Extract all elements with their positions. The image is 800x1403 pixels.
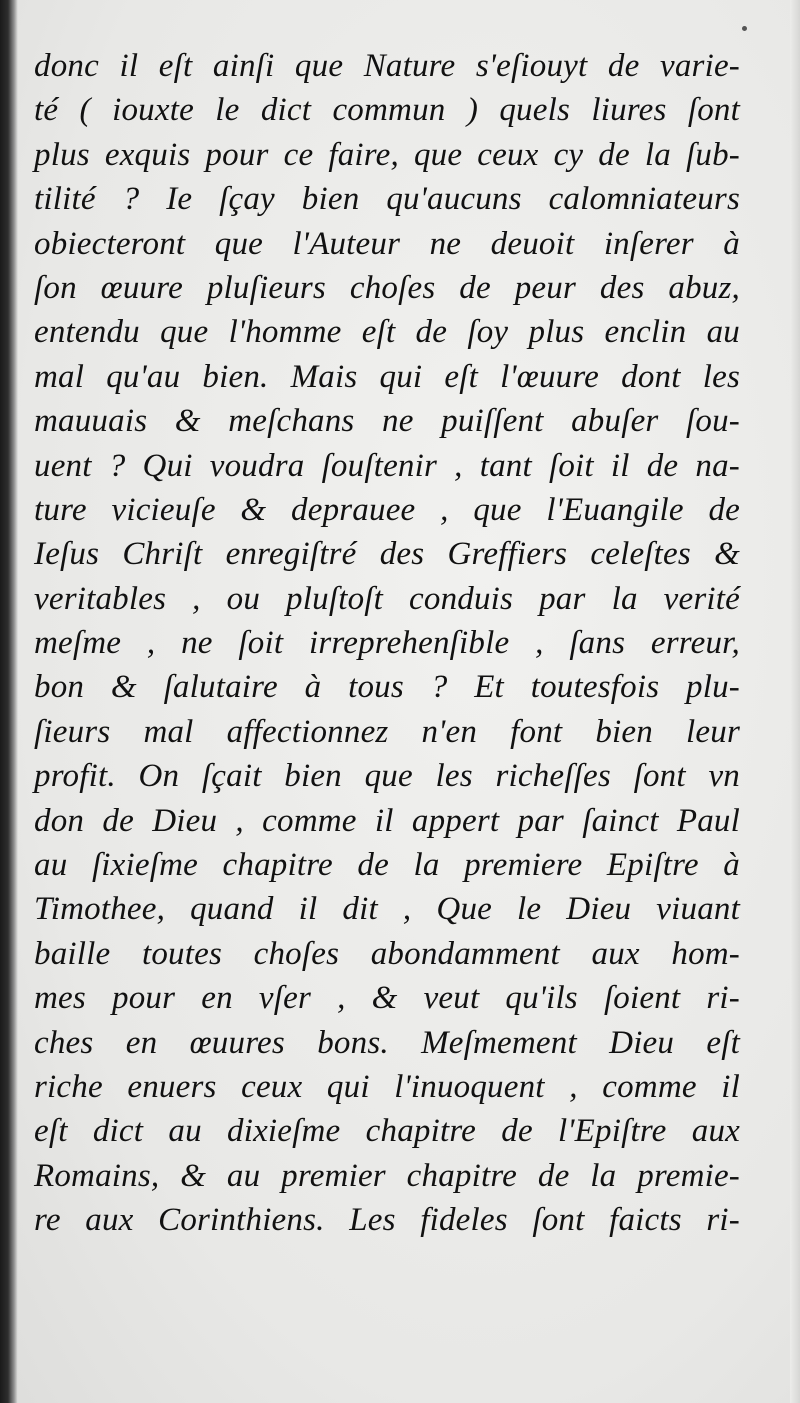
text-line: au ſixieſme chapitre de la premiere Epiſtre à	[34, 847, 740, 884]
text-line: ture vicieuſe & deprauee , que l'Euangile de	[34, 491, 740, 528]
text-line: meſme , ne ſoit irreprehenſible , ſans erreur,	[34, 625, 740, 662]
text-line: Timothee, quand il dit , Que le Dieu viuant	[34, 891, 740, 928]
text-line: entendu que l'homme eſt de ſoy plus enclin au	[34, 314, 740, 351]
ink-speck	[742, 26, 747, 31]
page-text-block	[34, 44, 740, 1243]
text-line: ches en œuures bons. Meſmement Dieu eſt	[34, 1024, 740, 1061]
text-line: mauuais & meſchans ne puiſſent abuſer ſou-	[34, 403, 740, 440]
text-line: mal qu'au bien. Mais qui eſt l'œuure dont les	[34, 358, 740, 395]
text-line: uent ? Qui voudra ſouſtenir , tant ſoit il de na-	[34, 447, 740, 484]
page-right-edge	[790, 0, 800, 1403]
text-line: baille toutes choſes abondamment aux hom-	[34, 935, 740, 972]
text-line: ſieurs mal affectionnez n'en font bien leur	[34, 713, 740, 750]
text-line: riche enuers ceux qui l'inuoquent , comme il	[34, 1068, 740, 1105]
text-line: plus exquis pour ce faire, que ceux cy de la ſub-	[34, 136, 740, 173]
text-line: tilité ? Ie ſçay bien qu'aucuns calomniateurs	[34, 181, 740, 218]
text-line: ſon œuure pluſieurs choſes de peur des abuz,	[34, 269, 740, 306]
text-line: mes pour en vſer , & veut qu'ils ſoient ri-	[34, 980, 740, 1017]
text-line: Ieſus Chriſt enregiſtré des Greffiers celeſtes &	[34, 536, 740, 573]
text-line: té ( iouxte le dict commun ) quels liures ſont	[34, 92, 740, 129]
text-line: donc il eſt ainſi que Nature s'eſiouyt de varie-	[34, 48, 740, 84]
text-line: veritables , ou pluſtoſt conduis par la verité	[34, 580, 740, 617]
text-line: eſt dict au dixieſme chapitre de l'Epiſtre aux	[34, 1113, 740, 1150]
text-line: obiecteront que l'Auteur ne deuoit inſerer à	[34, 225, 740, 262]
text-line: re aux Corinthiens. Les fideles ſont faicts ri-	[34, 1202, 740, 1239]
text-line: don de Dieu , comme il appert par ſainct Paul	[34, 802, 740, 839]
page-gutter-shadow	[0, 0, 18, 1403]
text-line: bon & ſalutaire à tous ? Et toutesfois plu-	[34, 669, 740, 706]
text-line: Romains, & au premier chapitre de la premie-	[34, 1157, 740, 1194]
text-line: profit. On ſçait bien que les richeſſes ſont vn	[34, 758, 740, 795]
